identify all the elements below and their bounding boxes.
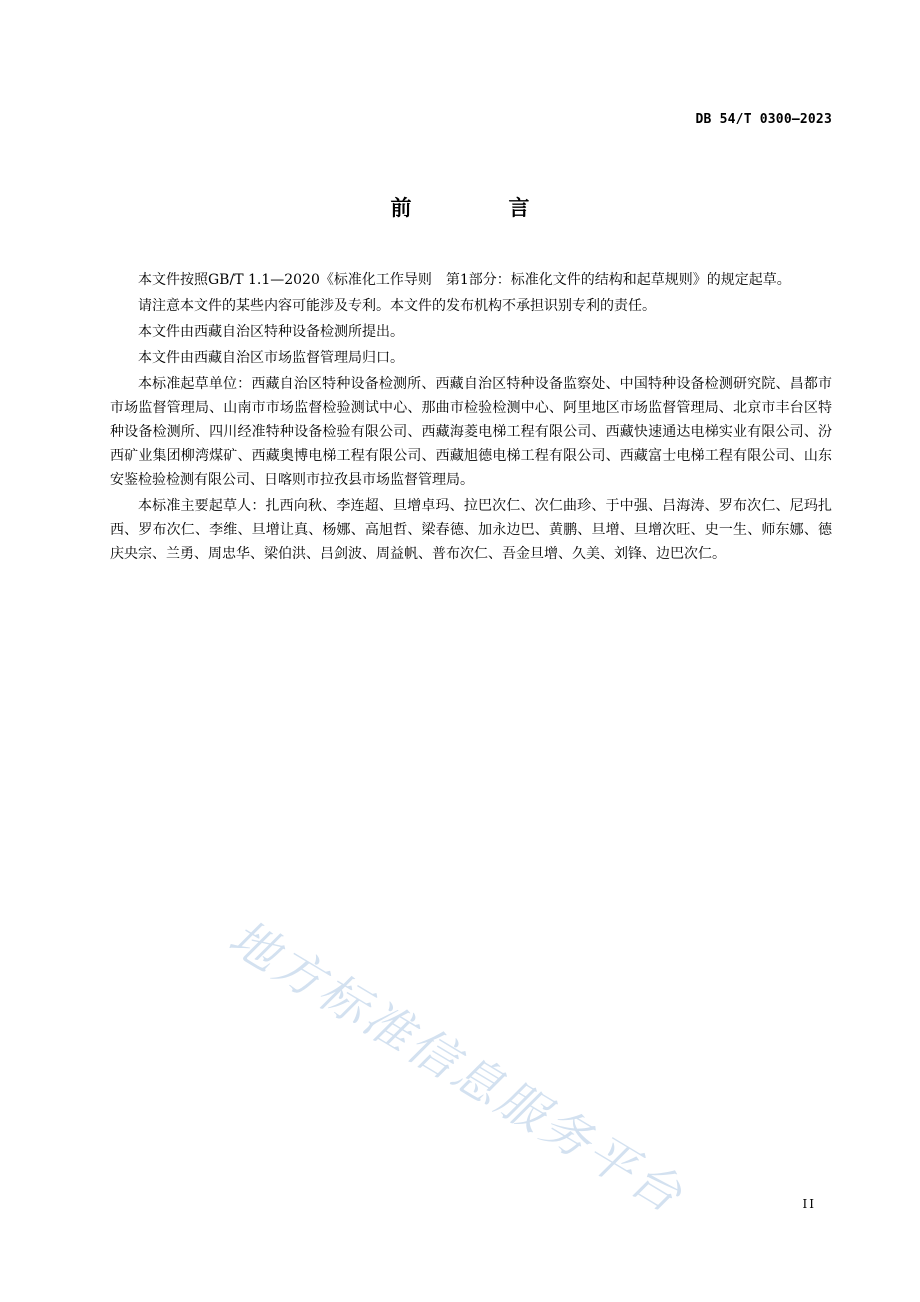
document-code: DB 54/T 0300—2023 bbox=[695, 112, 832, 127]
paragraph-patent-notice: 请注意本文件的某些内容可能涉及专利。本文件的发布机构不承担识别专利的责任。 bbox=[138, 298, 656, 314]
paragraph-drafting-basis: 本文件按照GB/T 1.1—2020《标准化工作导则 第1部分：标准化文件的结构和起草规则》的规定起草。 bbox=[138, 272, 791, 288]
paragraph-drafting-units: 本标准起草单位：西藏自治区特种设备检测所、西藏自治区特种设备监察处、中国特种设备检测研究院、昌都市市场监督管理局、山南市市场监督检验测试中心、那曲市检验检测中心、阿里地区市场监督管理局、北京市丰台区特种设备检测所、四川经准特种设备检验有限公司、西藏海菱电梯工程有限公司、西藏快速通达电梯实业有限公司、汾西矿业集团柳湾煤矿、西藏奥博电梯工程有限公司、西藏旭德电梯工程有限公司、西藏富士电梯工程有限公司、山东安鉴检验检测有限公司、日喀则市拉孜县市场监督管理局。 bbox=[110, 376, 832, 488]
watermark: 地方标准信息服务平台 bbox=[219, 909, 694, 1226]
paragraph-administrator: 本文件由西藏自治区市场监督管理局归口。 bbox=[138, 350, 404, 366]
paragraph-proposer: 本文件由西藏自治区特种设备检测所提出。 bbox=[138, 324, 404, 340]
paragraph-drafters: 本标准主要起草人：扎西向秋、李连超、旦增卓玛、拉巴次仁、次仁曲珍、于中强、吕海涛、罗布次仁、尼玛扎西、罗布次仁、李维、旦增让真、杨娜、高旭哲、梁春德、加永边巴、黄鹏、旦增、旦增次旺、史一生、师东娜、德庆央宗、兰勇、周忠华、梁伯洪、吕剑波、周益帆、普布次仁、吾金旦增、久美、刘锋、边巴次仁。 bbox=[110, 498, 832, 562]
page-title: 前 言 bbox=[390, 196, 568, 220]
preface-body bbox=[110, 268, 832, 568]
page-number: II bbox=[802, 1197, 816, 1211]
